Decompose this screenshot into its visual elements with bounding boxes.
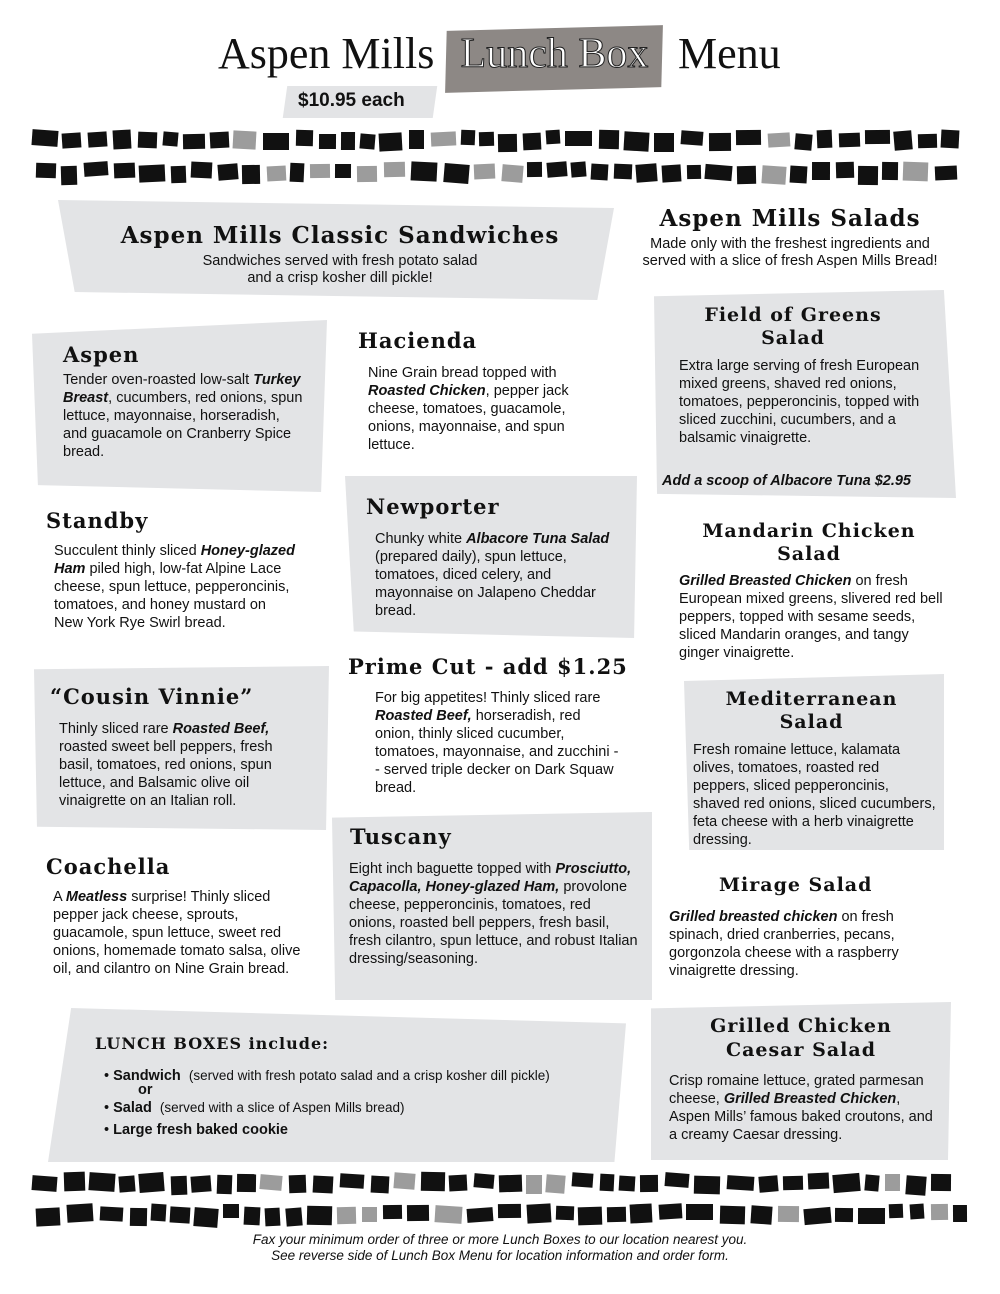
border-block	[654, 133, 674, 152]
border-block	[910, 1204, 925, 1220]
border-block	[953, 1205, 967, 1222]
border-block	[449, 1175, 468, 1192]
border-block	[572, 1172, 594, 1188]
hacienda-name: Hacienda	[358, 328, 478, 353]
border-block	[290, 163, 305, 183]
border-block	[761, 165, 786, 185]
border-block	[393, 1172, 415, 1190]
border-block	[694, 1176, 720, 1195]
border-block	[431, 131, 457, 146]
border-block	[664, 1172, 689, 1188]
border-block	[31, 1175, 57, 1192]
sandwiches-subtitle-line2: and a crisp kosher dill pickle!	[247, 270, 433, 286]
mediterranean-name	[684, 688, 939, 734]
border-block	[170, 1206, 191, 1223]
border-block	[407, 1205, 429, 1221]
mandarin-name	[680, 520, 938, 566]
mediterranean-name-line1: Mediterranean	[725, 688, 898, 710]
field-of-greens-name-line2: Salad	[761, 327, 825, 349]
border-block	[893, 130, 913, 150]
border-block	[237, 1174, 256, 1192]
border-block	[362, 1207, 377, 1222]
tuscany-description: Eight inch baguette topped with Prosciutto, Capacolla, Honey-glazed Ham, provolone cheese, pepperoncinis, tomatoes, red onions, roasted bell peppers, fresh basil, fresh cilantro, spun lettuce, and robust Italian dressing/seasoning.	[349, 861, 638, 967]
border-block	[523, 133, 542, 151]
border-block	[118, 1175, 135, 1192]
coachella-description: A Meatless surprise! Thinly sliced pepper jack cheese, sprouts, guacamole, spun lettuce, sweet red onions, homemade tomato salsa, olive oil, and cilantro on Nine Grain bread.	[53, 889, 301, 977]
border-block	[411, 161, 438, 181]
border-block	[66, 1203, 93, 1223]
border-block	[526, 1203, 551, 1223]
mediterranean-name-line2: Salad	[779, 711, 844, 733]
border-block	[217, 163, 238, 181]
border-block	[794, 133, 812, 150]
border-block	[138, 1172, 164, 1193]
border-block	[619, 1176, 636, 1192]
price-text: $10.95 each	[298, 90, 405, 111]
border-block	[600, 1174, 615, 1192]
border-block	[835, 1208, 853, 1222]
border-block	[265, 1208, 281, 1227]
border-block	[139, 164, 166, 182]
border-block	[319, 134, 336, 149]
border-block	[864, 1174, 879, 1191]
mirage-description: Grilled breasted chicken on fresh spinach, dried cranberries, pecans, gorgonzola cheese with a raspberry vinaigrette dressing.	[669, 909, 899, 979]
footer-note-line2: See reverse side of Lunch Box Menu for location information and order form.	[271, 1248, 729, 1263]
newporter-description: Chunky white Albacore Tuna Salad (prepared daily), spun lettuce, tomatoes, diced celery, and mayonnaise on Jalapeno Cheddar bread.	[375, 531, 610, 619]
field-of-greens-name	[664, 304, 922, 350]
caesar-name-line1: Grilled Chicken	[710, 1015, 892, 1037]
border-block	[931, 1204, 948, 1220]
newporter-name: Newporter	[366, 494, 500, 519]
border-block	[217, 1175, 233, 1195]
border-block	[903, 162, 929, 182]
border-block	[36, 163, 56, 179]
border-block	[681, 130, 704, 146]
border-block	[341, 132, 355, 150]
sandwiches-subtitle	[70, 253, 610, 287]
menu-title-lunch-box: Lunch Box	[460, 31, 649, 77]
border-block	[836, 162, 854, 179]
border-block	[527, 162, 542, 177]
border-block	[941, 130, 960, 149]
border-block	[599, 130, 619, 149]
lunch-box-item-salad: • Salad (served with a slice of Aspen Mills bread)	[104, 1100, 405, 1116]
lunch-boxes-title: LUNCH BOXES include:	[95, 1034, 330, 1053]
border-block	[263, 133, 289, 150]
border-block	[335, 164, 351, 178]
border-block	[443, 163, 469, 184]
border-block	[720, 1206, 745, 1225]
cousin-vinnie-description: Thinly sliced rare Roasted Beef, roasted sweet bell peppers, fresh basil, tomatoes, red onions, spun lettuce, and Balsamic olive oil vinaigrette on an Italian roll.	[59, 721, 273, 809]
border-block	[832, 1173, 860, 1193]
lunch-box-item-sandwich: • Sandwich (served with fresh potato salad and a crisp kosher dill pickle)	[104, 1068, 550, 1084]
footer-note-line1: Fax your minimum order of three or more Lunch Boxes to our location nearest you.	[252, 1232, 748, 1247]
mandarin-description: Grilled Breasted Chicken on fresh European mixed greens, slivered red bell peppers, topped with sesame seeds, sliced Mandarin oranges, and tangy ginger vinaigrette.	[679, 573, 943, 661]
border-block	[130, 1208, 147, 1226]
border-block	[630, 1203, 653, 1223]
border-block	[479, 132, 494, 146]
border-block	[340, 1173, 365, 1188]
border-block	[36, 1207, 61, 1226]
border-block	[289, 1175, 307, 1194]
mirage-name: Mirage Salad	[719, 874, 873, 896]
border-block	[905, 1175, 926, 1195]
border-block	[918, 134, 937, 148]
footer-note	[0, 1232, 1000, 1264]
field-of-greens-name-line1: Field of Greens	[704, 304, 882, 326]
border-block	[112, 130, 131, 150]
border-block	[307, 1206, 332, 1226]
border-block	[223, 1204, 239, 1218]
border-block	[461, 130, 476, 146]
salads-subtitle	[620, 236, 960, 270]
border-block	[409, 130, 424, 149]
border-block	[384, 162, 405, 177]
border-block	[858, 1208, 885, 1224]
standby-description: Succulent thinly sliced Honey-glazed Ham piled high, low-fat Alpine Lace cheese, spun lettuce, pepperoncinis, tomatoes, and honey mustard on New York Rye Swirl bread.	[54, 543, 295, 631]
lunch-boxes-list	[104, 1066, 604, 1140]
border-block	[808, 1173, 830, 1190]
aspen-description: Tender oven-roasted low-salt Turkey Breast, cucumbers, red onions, spun lettuce, mayonnaise, horseradish, and guacamole on Cranberry Spice bread.	[63, 372, 303, 460]
field-of-greens-description: Extra large serving of fresh European mixed greens, shaved red onions, tomatoes, pepperoncinis, topped with sliced zucchini, cucumbers, and a balsamic vinaigrette.	[679, 358, 920, 446]
border-block	[467, 1207, 494, 1223]
border-block	[88, 1172, 115, 1192]
border-block	[473, 1173, 494, 1189]
border-block	[190, 1175, 211, 1192]
border-block	[61, 166, 78, 185]
border-block	[138, 132, 158, 149]
border-block	[758, 1175, 778, 1193]
decorative-bottom-border	[32, 1172, 970, 1234]
border-block	[687, 165, 701, 179]
caesar-name-line2: Caesar Salad	[725, 1039, 876, 1061]
border-block	[498, 134, 517, 152]
border-block	[817, 130, 833, 149]
border-block	[931, 1174, 951, 1191]
caesar-description: Crisp romaine lettuce, grated parmesan cheese, Grilled Breasted Chicken, Aspen Mills’ famous baked croutons, and a creamy Caesar dressing.	[669, 1073, 933, 1143]
border-block	[839, 133, 860, 148]
border-block	[635, 163, 657, 183]
border-block	[750, 1205, 772, 1224]
border-block	[607, 1207, 626, 1222]
border-block	[546, 161, 567, 178]
menu-title-menu: Menu	[678, 29, 781, 78]
border-block	[421, 1172, 445, 1192]
border-block	[858, 166, 878, 185]
border-block	[882, 162, 898, 180]
border-block	[474, 164, 496, 180]
sandwiches-subtitle-line1: Sandwiches served with fresh potato salad	[202, 253, 478, 269]
border-block	[150, 1204, 166, 1222]
border-block	[191, 161, 213, 178]
border-block	[661, 164, 681, 182]
border-block	[499, 1175, 523, 1193]
lunch-box-item-cookie: • Large fresh baked cookie	[104, 1122, 288, 1138]
albacore-tuna-addon: Add a scoop of Albacore Tuna $2.95	[662, 473, 911, 489]
border-block	[434, 1205, 462, 1224]
border-block	[591, 164, 609, 181]
prime-cut-description: For big appetites! Thinly sliced rare Roasted Beef, horseradish, red onion, thinly sliced cucumber, tomatoes, mayonnaise, and zucchini - - served triple decker on Dark Squaw bread.	[375, 690, 619, 796]
border-block	[709, 133, 731, 151]
lunch-box-or: or	[138, 1082, 153, 1098]
tuscany-name: Tuscany	[350, 824, 452, 849]
border-block	[498, 1204, 521, 1218]
salads-title: Aspen Mills Salads	[659, 205, 921, 232]
sandwiches-title: Aspen Mills Classic Sandwiches	[120, 222, 560, 249]
border-block	[244, 1207, 261, 1226]
border-block	[659, 1203, 683, 1219]
salads-subtitle-line1: Made only with the freshest ingredients and	[650, 236, 930, 252]
mandarin-name-line2: Salad	[777, 543, 841, 565]
mandarin-name-line1: Mandarin Chicken	[702, 520, 916, 542]
border-block	[778, 1206, 799, 1222]
border-block	[570, 161, 586, 177]
border-block	[310, 164, 330, 178]
border-block	[171, 166, 187, 184]
cousin-vinnie-name: “Cousin Vinnie”	[50, 684, 254, 709]
border-block	[337, 1207, 356, 1224]
prime-cut-name: Prime Cut - add $1.25	[348, 654, 628, 679]
border-block	[768, 132, 791, 147]
border-block	[623, 131, 649, 151]
border-block	[526, 1175, 542, 1194]
coachella-name: Coachella	[46, 854, 171, 879]
border-block	[379, 132, 403, 151]
border-block	[31, 129, 58, 147]
hacienda-description: Nine Grain bread topped with Roasted Chicken, pepper jack cheese, tomatoes, guacamole, onions, mayonnaise, and spun lettuce.	[368, 365, 569, 453]
salads-subtitle-line2: served with a slice of fresh Aspen Mills Bread!	[642, 253, 938, 269]
border-block	[313, 1175, 334, 1193]
border-block	[114, 163, 136, 179]
border-block	[889, 1204, 904, 1219]
border-block	[210, 132, 230, 149]
border-block	[357, 166, 377, 182]
border-block	[371, 1176, 390, 1194]
border-block	[359, 133, 375, 149]
border-block	[64, 1172, 86, 1192]
border-block	[885, 1174, 900, 1191]
border-block	[296, 130, 313, 146]
aspen-name: Aspen	[63, 342, 140, 367]
border-block	[267, 166, 287, 182]
border-block	[501, 164, 523, 183]
border-block	[865, 130, 890, 144]
border-block	[259, 1174, 282, 1191]
border-block	[736, 130, 761, 145]
decorative-top-border	[32, 130, 970, 192]
border-block	[285, 1207, 302, 1226]
border-block	[233, 130, 257, 149]
border-block	[162, 131, 178, 146]
border-block	[578, 1207, 603, 1226]
border-block	[565, 131, 592, 146]
border-block	[100, 1206, 124, 1221]
border-block	[556, 1206, 574, 1221]
standby-name: Standby	[46, 508, 149, 533]
caesar-name	[671, 1014, 931, 1062]
border-block	[242, 165, 260, 184]
border-block	[803, 1207, 831, 1225]
border-block	[383, 1205, 402, 1219]
border-block	[935, 166, 958, 181]
mediterranean-description: Fresh romaine lettuce, kalamata olives, tomatoes, roasted red peppers, sliced pepperoncinis, shaved red onions, sliced cucumbers, feta cheese with a herb vinaigrette dressing.	[693, 742, 936, 848]
border-block	[183, 134, 205, 149]
border-block	[546, 130, 561, 145]
menu-title-aspen-mills: Aspen Mills	[218, 29, 435, 78]
border-block	[704, 164, 732, 181]
border-block	[783, 1176, 803, 1190]
border-block	[686, 1204, 713, 1220]
border-block	[790, 166, 808, 184]
border-block	[812, 162, 830, 180]
border-block	[737, 166, 756, 184]
border-block	[84, 161, 109, 177]
border-block	[62, 132, 82, 148]
border-block	[545, 1174, 565, 1193]
border-block	[87, 131, 107, 147]
border-block	[614, 164, 633, 180]
border-block	[171, 1176, 188, 1196]
border-block	[640, 1175, 658, 1192]
border-block	[727, 1175, 755, 1191]
border-block	[193, 1207, 218, 1228]
